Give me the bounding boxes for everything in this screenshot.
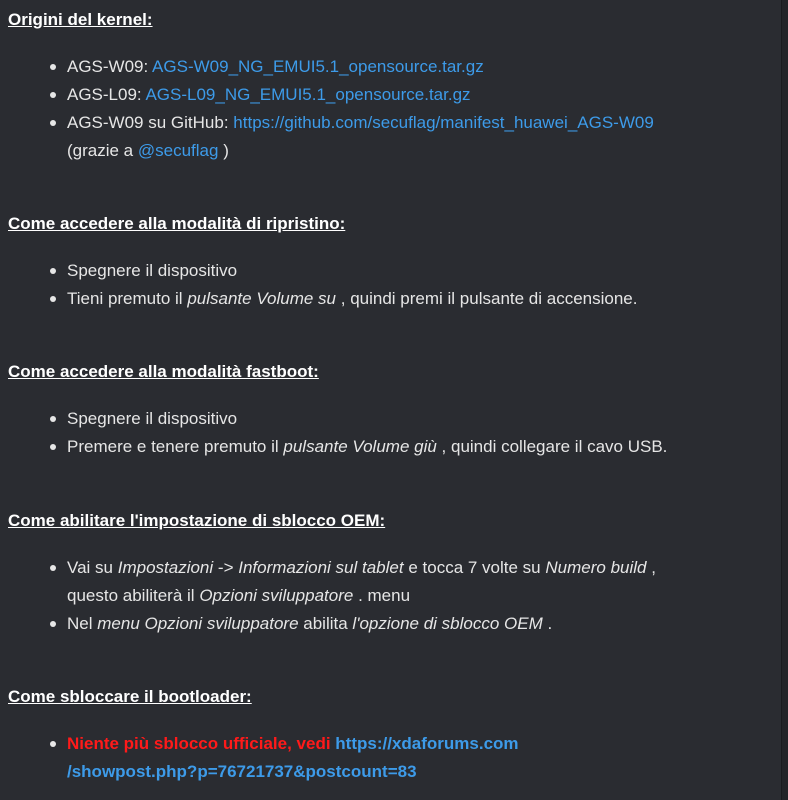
kernel-link-w09[interactable]: AGS-W09_NG_EMUI5.1_opensource.tar.gz bbox=[152, 57, 484, 76]
list-item: Spegnere il dispositivo bbox=[8, 405, 778, 433]
scrollbar[interactable] bbox=[781, 0, 788, 800]
list-item: AGS-W09: AGS-W09_NG_EMUI5.1_opensource.tar.gz bbox=[8, 53, 778, 81]
kernel-list bbox=[8, 53, 778, 165]
github-link[interactable]: https://github.com/secuflag/manifest_huawei_AGS-W09 bbox=[233, 113, 654, 132]
list-item: Nel menu Opzioni sviluppatore abilita l'opzione di sblocco OEM . bbox=[8, 610, 778, 638]
kernel-link-l09[interactable]: AGS-L09_NG_EMUI5.1_opensource.tar.gz bbox=[145, 85, 471, 104]
list-item: Premere e tenere premuto il pulsante Volume giù , quindi collegare il cavo USB. bbox=[8, 433, 778, 461]
recovery-list bbox=[8, 257, 778, 313]
kernel-heading: Origini del kernel: bbox=[8, 10, 153, 29]
bootloader-list bbox=[8, 730, 778, 786]
list-item: Vai su Impostazioni -> Informazioni sul tablet e tocca 7 volte su Numero build , questo abiliterà il Opzioni sviluppatore . menu bbox=[8, 554, 778, 610]
bootloader-heading: Come sbloccare il bootloader: bbox=[8, 687, 252, 706]
oem-list bbox=[8, 554, 778, 638]
list-item: AGS-W09 su GitHub: https://github.com/secuflag/manifest_huawei_AGS-W09 (grazie a @secuflag ) bbox=[8, 109, 778, 165]
secuflag-link[interactable]: @secuflag bbox=[137, 141, 219, 160]
list-item: Tieni premuto il pulsante Volume su , quindi premi il pulsante di accensione. bbox=[8, 285, 778, 313]
xda-link[interactable]: https://xdaforums.com /showpost.php?p=76721737&postcount=83 bbox=[67, 734, 519, 781]
fastboot-list bbox=[8, 405, 778, 461]
list-item: Spegnere il dispositivo bbox=[8, 257, 778, 285]
recovery-heading: Come accedere alla modalità di ripristino: bbox=[8, 214, 346, 233]
list-item: Niente più sblocco ufficiale, vedi https://xdaforums.com /showpost.php?p=76721737&postcount=83 bbox=[8, 730, 778, 786]
oem-heading: Come abilitare l'impostazione di sblocco OEM: bbox=[8, 511, 386, 530]
list-item: AGS-L09: AGS-L09_NG_EMUI5.1_opensource.tar.gz bbox=[8, 81, 778, 109]
fastboot-heading: Come accedere alla modalità fastboot: bbox=[8, 362, 319, 381]
